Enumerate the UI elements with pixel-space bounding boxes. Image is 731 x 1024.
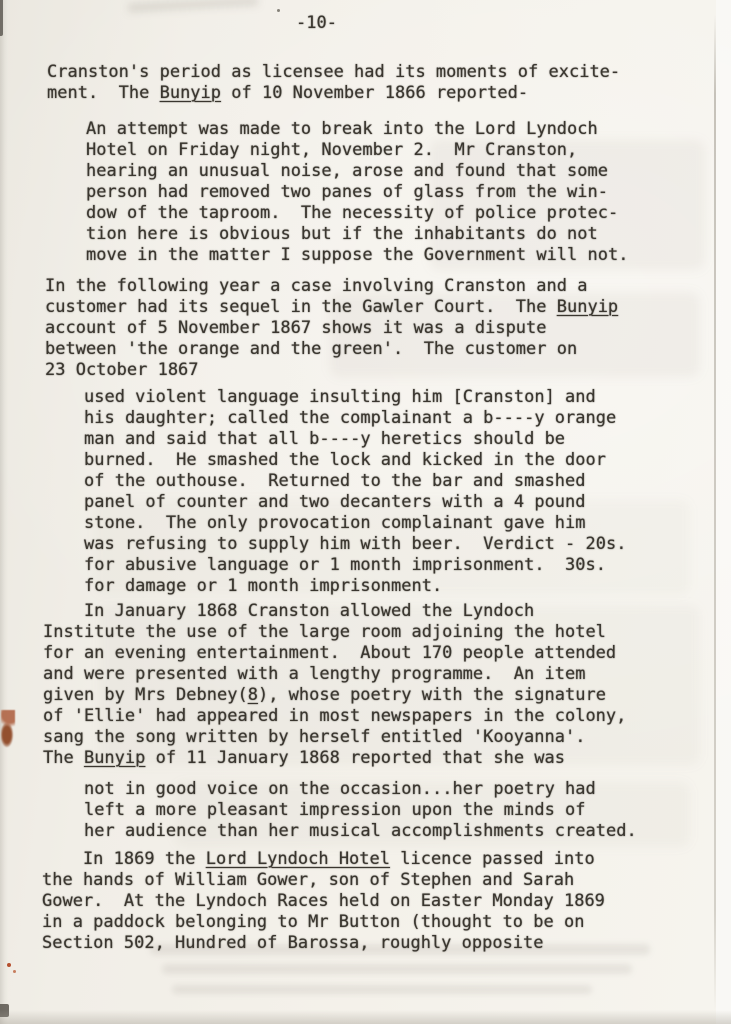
- typed-line: [43, 727, 626, 748]
- typed-line: [42, 891, 605, 912]
- text-run: of 11 January 1868 reported that she was: [145, 748, 566, 768]
- text-run: burned. He smashed the lock and kicked in the door: [84, 450, 606, 470]
- bottom-edge-shadow: [0, 1010, 731, 1024]
- text-run: Cranston's period as licensee had its moments of excite-: [47, 62, 621, 82]
- typed-line: [86, 140, 628, 161]
- typed-line: [43, 664, 626, 685]
- text-run: person had removed two panes of glass from the win-: [86, 182, 608, 202]
- page-number: [296, 13, 337, 34]
- typed-line: [43, 685, 626, 706]
- text-run: Institute the use of the large room adjoining the hotel: [43, 622, 606, 642]
- typed-line: [43, 706, 626, 727]
- text-run: her audience than her musical accomplishments created.: [84, 821, 637, 841]
- text-run: move in the matter I suppose the Government will not.: [86, 245, 629, 265]
- typed-line: [84, 492, 626, 513]
- underlined-text: Bunyip: [556, 297, 619, 317]
- text-run: for an evening entertainment. About 170 people attended: [43, 643, 617, 663]
- typed-line: [45, 339, 618, 360]
- text-run: In the following year a case involving Cranston and a: [45, 276, 588, 296]
- para-cranston-licensee: [47, 62, 620, 104]
- underlined-text: 8: [247, 685, 258, 705]
- quote-court-account-1867: [84, 387, 626, 597]
- typed-line: [84, 408, 626, 429]
- typed-line: [47, 83, 620, 104]
- typed-line: [84, 471, 626, 492]
- text-run: man and said that all b----y heretics should be: [84, 429, 566, 449]
- typed-line: [86, 161, 628, 182]
- top-left-corner-mark: [0, 0, 3, 36]
- left-edge-shadow: [0, 0, 8, 1024]
- typed-line: [86, 245, 628, 266]
- text-run: In January 1868 Cranston allowed the Lyndoch: [43, 601, 535, 621]
- typed-line: [43, 622, 626, 643]
- typed-line: [45, 318, 618, 339]
- para-gower-licence-1869: [42, 849, 605, 954]
- text-run: panel of counter and two decanters with a 4 pound: [84, 492, 586, 512]
- text-run: and were presented with a lengthy programme. An item: [43, 664, 586, 684]
- red-speck: [7, 963, 11, 967]
- text-run: of 'Ellie' had appeared in most newspapers in the colony,: [43, 706, 627, 726]
- typed-line: [84, 387, 626, 408]
- para-gawler-court-case: [45, 276, 618, 381]
- text-run: hearing an unusual noise, arose and found that some: [86, 161, 608, 181]
- text-run: of the outhouse. Returned to the bar and smashed: [84, 471, 586, 491]
- text-run: for abusive language or 1 month imprisonment. 30s.: [84, 555, 606, 575]
- text-run: was refusing to supply him with beer. Verdict - 20s.: [84, 534, 627, 554]
- text-run: used violent language insulting him [Cranston] and: [84, 387, 596, 407]
- typed-line: [42, 870, 605, 891]
- typed-line: [84, 779, 637, 800]
- text-run: for damage or 1 month imprisonment.: [84, 576, 443, 596]
- text-run: An attempt was made to break into the Lord Lyndoch: [86, 119, 598, 139]
- text-run: left a more pleasant impression upon the minds of: [84, 800, 586, 820]
- text-run: Section 502, Hundred of Barossa, roughly opposite: [42, 933, 544, 953]
- typed-line: [86, 182, 628, 203]
- typed-line: [47, 62, 620, 83]
- typed-line: [86, 119, 628, 140]
- text-run: account of 5 November 1867 shows it was a dispute: [45, 318, 547, 338]
- para-lyndoch-institute-1868: [43, 601, 626, 769]
- typed-line: [45, 360, 618, 381]
- typed-line: [42, 849, 605, 870]
- typed-line: [84, 513, 626, 534]
- typed-line: [296, 13, 337, 34]
- text-run: ), whose poetry with the signature: [257, 685, 606, 705]
- text-run: licence passed into: [390, 849, 595, 869]
- typed-line: [42, 933, 605, 954]
- text-run: dow of the taproom. The necessity of police protec-: [86, 203, 619, 223]
- typed-line: [42, 912, 605, 933]
- typed-line: [84, 450, 626, 471]
- text-run: ment. The: [47, 83, 160, 103]
- text-run: Gower. At the Lyndoch Races held on Easter Monday 1869: [42, 891, 605, 911]
- typed-line: [86, 203, 628, 224]
- typed-line: [43, 748, 626, 769]
- text-run: In 1869 the: [42, 849, 206, 869]
- text-run: 23 October 1867: [45, 360, 199, 380]
- red-speck: [13, 970, 16, 973]
- paper-speck: [277, 9, 280, 12]
- typed-line: [45, 297, 618, 318]
- right-edge-highlight: [716, 0, 731, 1024]
- typed-line: [84, 800, 637, 821]
- text-run: tion here is obvious but if the inhabitants do not: [86, 224, 598, 244]
- typed-line: [43, 601, 626, 622]
- typed-line: [86, 224, 628, 245]
- underlined-text: Bunyip: [159, 83, 222, 103]
- text-run: in a paddock belonging to Mr Button (thought to be on: [42, 912, 585, 932]
- underlined-text: Bunyip: [83, 748, 146, 768]
- typed-line: [84, 429, 626, 450]
- text-run: not in good voice on the occasion...her poetry had: [84, 779, 596, 799]
- text-run: Hotel on Friday night, November 2. Mr Cranston,: [86, 140, 578, 160]
- typed-line: [43, 643, 626, 664]
- text-run: customer had its sequel in the Gawler Court. The: [45, 297, 557, 317]
- text-run: stone. The only provocation complainant gave him: [84, 513, 586, 533]
- typed-line: [84, 576, 626, 597]
- typed-line: [84, 555, 626, 576]
- text-run: of 10 November 1866 reported-: [221, 83, 529, 103]
- text-run: -10-: [296, 13, 337, 33]
- red-stain-left-edge: [1, 710, 15, 750]
- underlined-text: Lord Lyndoch Hotel: [205, 849, 390, 869]
- text-run: given by Mrs Debney(: [43, 685, 248, 705]
- text-run: his daughter; called the complainant a b----y orange: [84, 408, 617, 428]
- text-run: the hands of William Gower, son of Stephen and Sarah: [42, 870, 575, 890]
- text-run: between 'the orange and the green'. The customer on: [45, 339, 578, 359]
- text-run: sang the song written by herself entitled 'Kooyanna'.: [43, 727, 586, 747]
- text-run: The: [43, 748, 84, 768]
- quote-break-in-1866: [86, 119, 628, 266]
- typed-line: [84, 534, 626, 555]
- quote-debney-performance: [84, 779, 637, 842]
- typed-line: [45, 276, 618, 297]
- typed-line: [84, 821, 637, 842]
